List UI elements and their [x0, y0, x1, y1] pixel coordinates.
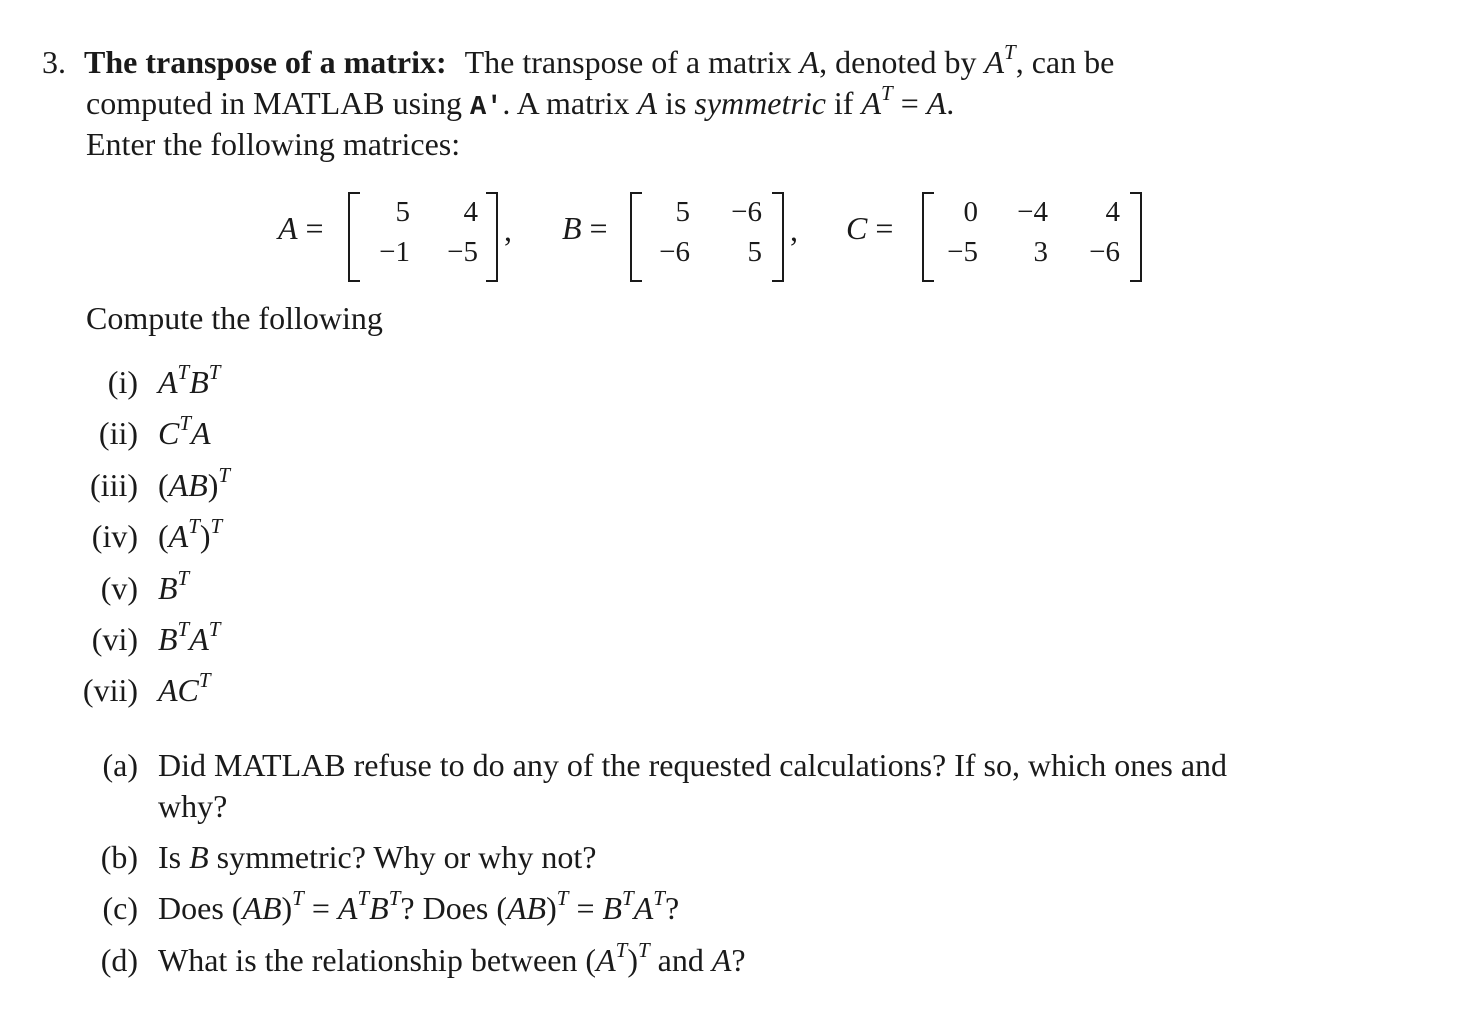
problem-number: 3.: [42, 44, 66, 80]
matrix-cell: −1: [379, 236, 410, 268]
matrix-cell: 5: [747, 236, 762, 268]
problem-title: The transpose of a matrix: [84, 44, 436, 80]
question-a-continued: why?: [158, 788, 228, 824]
matrix-definitions: [0, 186, 1482, 286]
matrix-cell: −6: [731, 196, 762, 228]
matrix-cell: −5: [947, 236, 978, 268]
matrix-cell: −6: [659, 236, 690, 268]
matrix-cell: 5: [395, 196, 410, 228]
matrix-cell: 4: [463, 196, 478, 228]
matrix-cell: 5: [675, 196, 690, 228]
problem-heading: 3. The transpose of a matrix: The transpose of a matrix A, denoted by $A^T$, can be: [42, 40, 1115, 80]
matrix-cell: 3: [1033, 236, 1048, 268]
symmetric-term: symmetric: [694, 85, 826, 121]
problem-line-2: computed in MATLAB using A'. A matrix A is symmetric if $A^T = A$.: [86, 81, 955, 123]
matrix-b: B = 5 −6 −6 5 ,: [562, 186, 802, 286]
matrix-cell: 4: [1105, 196, 1120, 228]
matrix-cell: −5: [447, 236, 478, 268]
matlab-code: A': [469, 93, 503, 123]
matrix-cell: −6: [1089, 236, 1120, 268]
compute-label: Compute the following: [86, 300, 383, 336]
enter-instruction: Enter the following matrices:: [86, 126, 461, 162]
matrix-c: C = 0 −4 4 −5 3 −6: [846, 186, 1156, 286]
matrix-cell: −4: [1017, 196, 1048, 228]
matrix-a: A = 5 4 −1 −5 ,: [278, 186, 518, 286]
matrix-cell: 0: [963, 196, 978, 228]
